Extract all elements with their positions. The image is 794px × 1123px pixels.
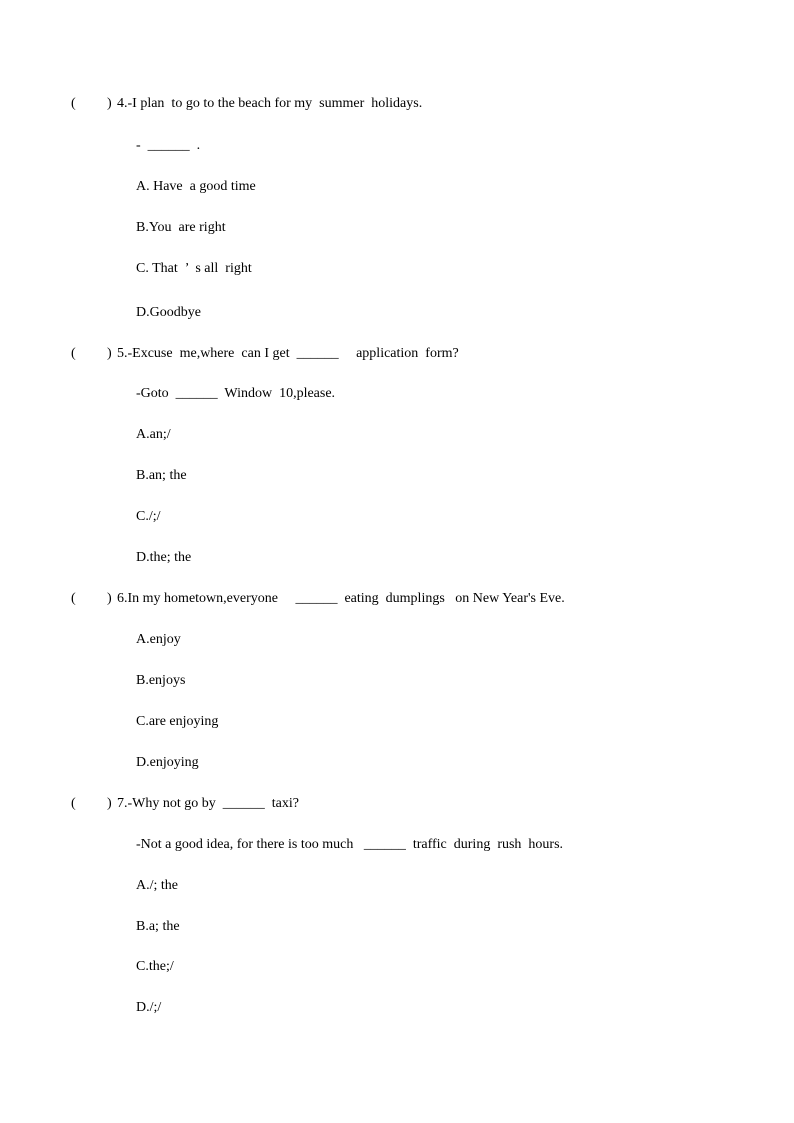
answer-paren-open: ( <box>71 96 76 111</box>
question-stem: 6.In my hometown,everyone ______ eating dumplings on New Year's Eve. <box>117 591 565 606</box>
question-stem: 7.-Why not go by ______ taxi? <box>117 796 299 811</box>
question-reply: -Goto ______ Window 10,please. <box>136 386 336 401</box>
option-d: D.Goodbye <box>136 305 201 320</box>
answer-paren-close: ) <box>107 591 112 606</box>
option-c: C./;/ <box>136 509 161 524</box>
option-b: B.an; the <box>136 468 187 483</box>
option-c: C.the;/ <box>136 959 174 974</box>
option-a: A./; the <box>136 878 178 893</box>
option-a: A.enjoy <box>136 632 181 647</box>
answer-paren-close: ) <box>107 346 112 361</box>
option-a: A. Have a good time <box>136 179 256 194</box>
option-c: C.are enjoying <box>136 714 219 729</box>
option-d: D.enjoying <box>136 755 199 770</box>
answer-paren-open: ( <box>71 591 76 606</box>
option-a: A.an;/ <box>136 427 171 442</box>
question-stem: 4.-I plan to go to the beach for my summer holidays. <box>117 96 423 111</box>
question-reply: - ______ . <box>136 138 201 153</box>
option-c: C. That ’ s all right <box>136 261 252 276</box>
answer-paren-open: ( <box>71 796 76 811</box>
option-b: B.You are right <box>136 220 226 235</box>
answer-paren-close: ) <box>107 96 112 111</box>
answer-paren-open: ( <box>71 346 76 361</box>
option-b: B.enjoys <box>136 673 186 688</box>
option-b: B.a; the <box>136 919 180 934</box>
answer-paren-close: ) <box>107 796 112 811</box>
option-d: D./;/ <box>136 1000 162 1015</box>
question-reply: -Not a good idea, for there is too much ______ traffic during rush hours. <box>136 837 564 852</box>
option-d: D.the; the <box>136 550 192 565</box>
question-stem: 5.-Excuse me,where can I get ______ application form? <box>117 346 459 361</box>
